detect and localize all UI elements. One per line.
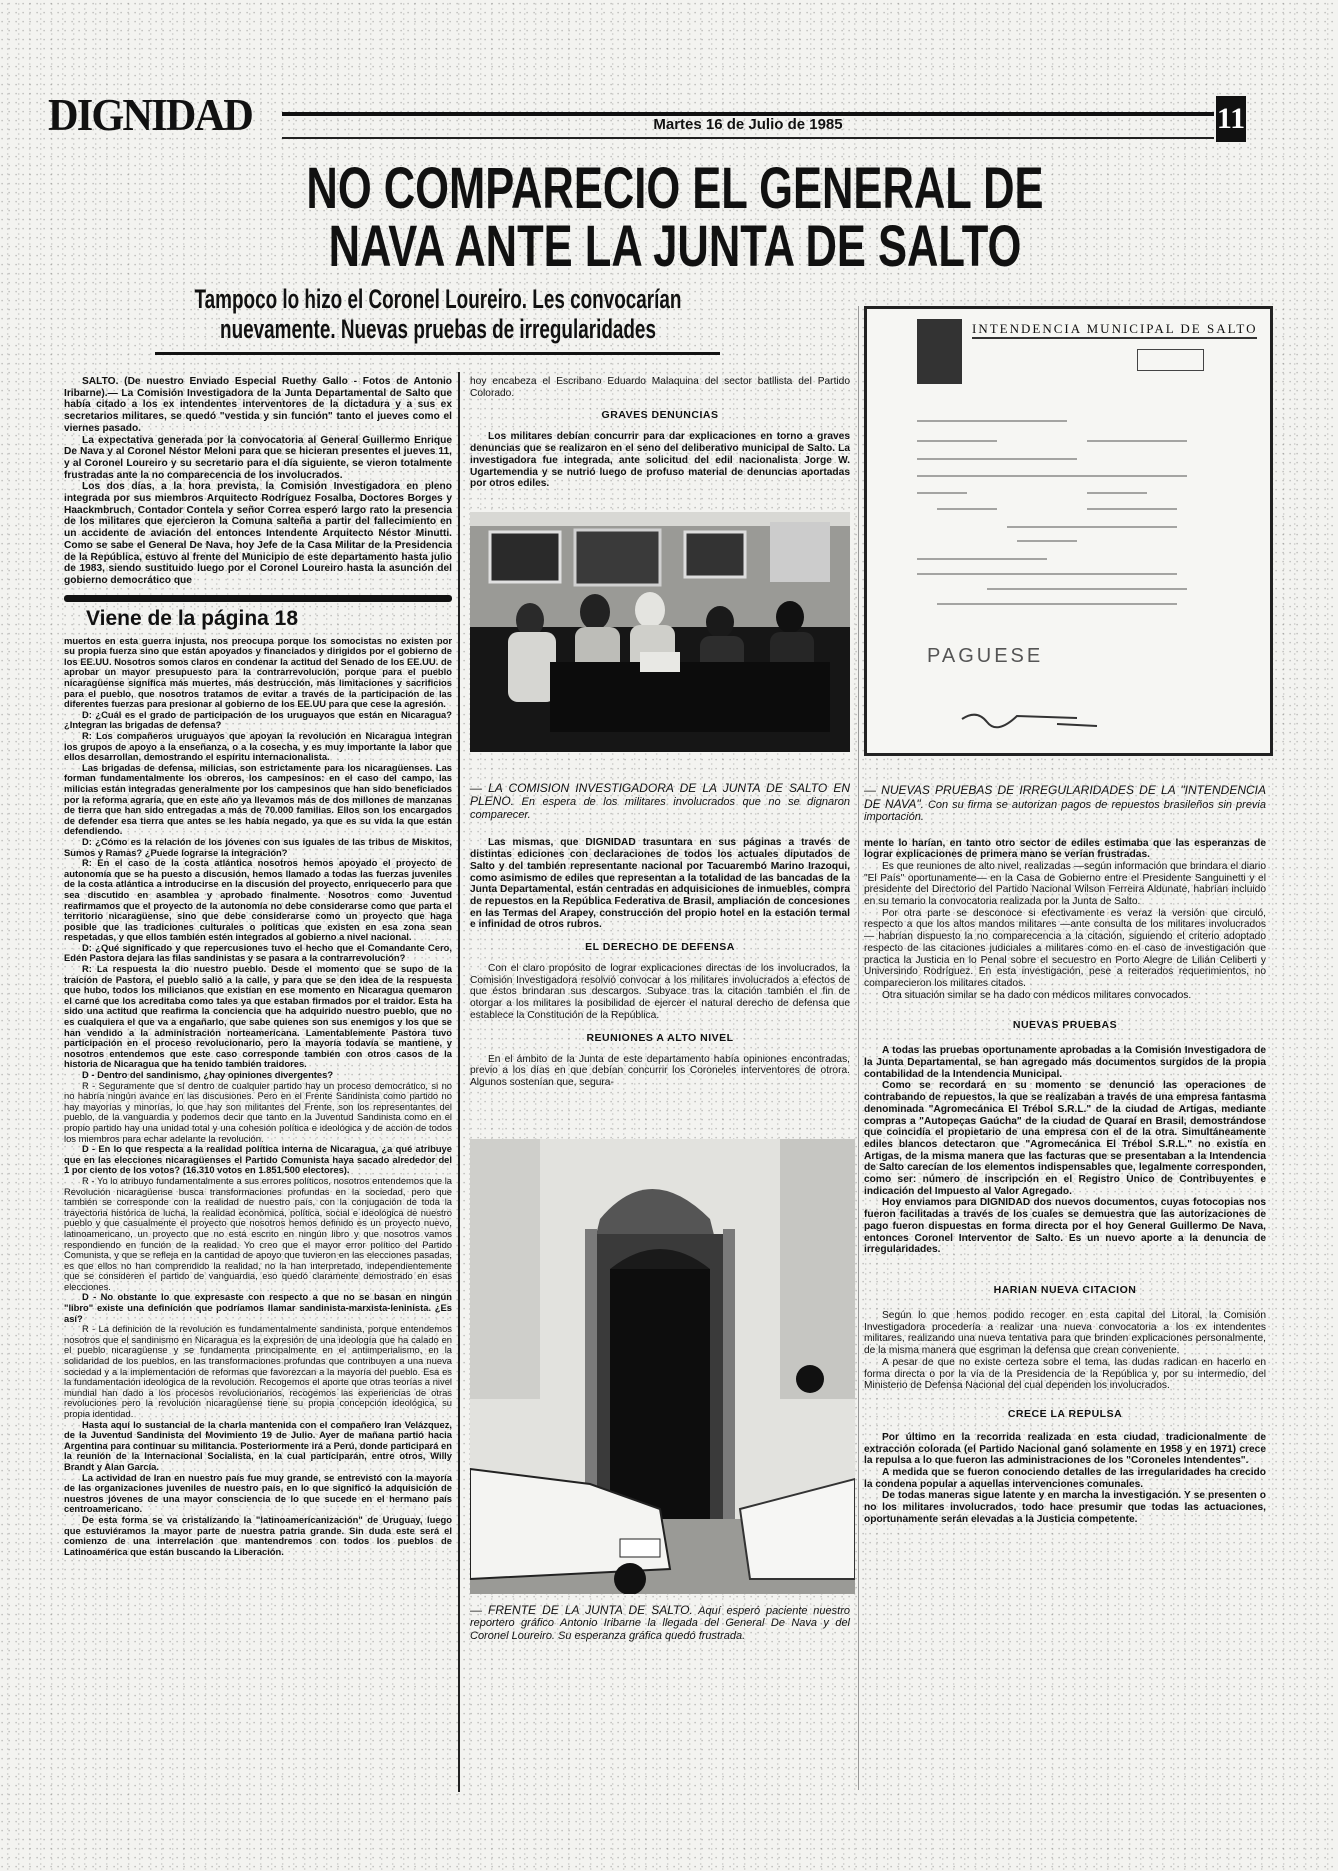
paragraph: D: ¿Qué significado y que repercusiones tuvo el hecho que el Comandante Cero, Edén Pastora dejara las filas sandinistas y se pasara a la contrarrevolución? bbox=[64, 941, 452, 964]
right-column-body bbox=[864, 838, 1266, 1526]
paragraph: Es que reuniones de alto nivel, realizadas —según información que brindara el diario "El País" oportunamente— en la Casa de Gobierno entre el Presidente Sanguinetti y el presidente del Directorio del Partido Nacional Wilson Ferreira Aldunate, habrían incluido en su temario la convocatoria realizada por la Junta de Salto. bbox=[864, 860, 1266, 908]
paragraph: La actividad de Iran en nuestro país fue muy grande, se entrevistó con la mayoría de las organizaciones juveniles de nuestro país, en lo que significó la adquisición de nuestros jóvenes de una mayor consciencia de lo que sucede en el hermano país centroamericano. bbox=[64, 1471, 452, 1515]
photo-commission-in-session bbox=[470, 512, 850, 752]
left-column bbox=[64, 376, 452, 1557]
municipal-seal-icon bbox=[917, 319, 962, 384]
paragraph: Como se recordará en su momento se denunció las operaciones de contrabando de repuestos, la que se realizaban a través de una empresa fantasma denominada "Agromecánica El Trébol S.R.L." de la ciudad de Artigas, mediante compras a "Autopeças Gaúcha" de la ciudad de Quaraí en Brasil, demostrándose que coincidía el propietario de una empresa con el de la otra. Simultáneamente ediles blancos detectaron que "Agromecánica El Trébol S.R.L." no existía en Artigas, de la misma manera que las facturas que se presentaban a la Intendencia de Salto carecían de los elementos indispensables que, legalmente corresponden, como ser: número de inscripción en el Registro Unico de Contribuyentes e indicación del Impuesto al Valor Agregado. bbox=[864, 1080, 1266, 1197]
masthead-rule bbox=[282, 137, 1214, 139]
paragraph: Por último en la recorrida realizada en esta ciudad, tradicionalmente de extracción colorada (el Partido Nacional ganó solamente en 1958 y en 1971) crece la repulsa a lo que fueron las administraciones de los "Coroneles Intendentes". bbox=[864, 1431, 1266, 1467]
caption-text: En espera de los militares involucrados que no se dignaron comparecer. bbox=[470, 796, 850, 821]
paragraph: SALTO. (De nuestro Enviado Especial Ruethy Gallo - Fotos de Antonio Iribarne).— La Comisión Investigadora de la Junta Departamental de Salto que había citado a los ex intendentes interventores de la dictadura y a sus ex secretarios militares, se quedó "vestida y sin función" tanto el jueves como el viernes pasado. bbox=[64, 376, 452, 434]
paragraph: Otra situación similar se ha dado con médicos militares convocados. bbox=[882, 989, 1192, 1001]
paragraph: A todas las pruebas oportunamente aprobadas a la Comisión Investigadora de la Junta Departamental, se han agregado más documentos surgidos de la propia contabilidad de la Intendencia Municipal. bbox=[864, 1045, 1266, 1080]
paragraph: De todas maneras sigue latente y en marcha la investigación. Y se presenten o no los militares involucrados, todo hace presumir que todas las actuaciones, oportunamente serán elevadas a la Justicia competente. bbox=[864, 1490, 1266, 1525]
paragraph: hoy encabeza el Escribano Eduardo Malaquina del sector batllista del Partido Colorado. bbox=[470, 376, 850, 399]
paragraph: A pesar de que no existe certeza sobre el tema, las dudas radican en hacerlo en forma directa o por la vía de la Presidencia de la República y, por su intermedio, del Ministerio de Defensa Nacional del cual dependen los involucrados. bbox=[864, 1356, 1266, 1392]
photo-caption bbox=[470, 1604, 850, 1643]
signature bbox=[957, 704, 1107, 734]
paragraph: Las mismas, que DIGNIDAD trasuntara en sus páginas a través de distintas ediciones con declaraciones de todos los actuales diputados de Salto y del también representante nacional por Tacuarembó Marino Irazoqui, como asimismo de ediles que representan a la totalidad de las bancadas de la Junta Departamental, están centradas en adquisiciones de inmuebles, compra de repuestos en la República Federativa de Brasil, ampliación de concesiones en las Termas del Arapey, construcción del propio hotel en la estación termal e infinidad de otros rubros. bbox=[470, 837, 850, 931]
section-heading: CRECE LA REPULSA bbox=[1007, 1407, 1123, 1420]
document-text-lines bbox=[907, 409, 1207, 609]
caption-lead: — NUEVAS PRUEBAS DE IRREGULARIDADES DE LA "INTENDENCIA DE NAVA". bbox=[864, 783, 1266, 811]
section-heading: NUEVAS PRUEBAS bbox=[1012, 1019, 1118, 1032]
document-header: INTENDENCIA MUNICIPAL DE SALTO bbox=[972, 321, 1257, 339]
column-rule bbox=[458, 372, 460, 1792]
section-heading: HARIAN NUEVA CITACION bbox=[993, 1284, 1137, 1296]
paragraph: R - Yo lo atribuyo fundamentalmente a sus errores políticos, nosotros entendemos que la Revolución nicaragüense busca transformaciones profundas en la sociedad, pero que también se corresponde con la realidad de nuestro país, con la conjugación de toda la trayectoria histórica de lucha, la realidad económica, política, social e ideológica de nuestro pueblo y que casualmente el proyecto que nosotros hemos definido es un proyecto nuevo, latinoamericano, un proyecto que no está escrito en ningún libro y que nosotros vamos respondiendo en función de la realidad. Yo creo que el mayor error político del Partido Comunista, y que se refleja en la cantidad de apoyo que tuvieron en las elecciones pasadas, es que ellos no han comprendido la realidad, no la han interpretado, independientemente que se consideren el partido de vanguardia, eso quedó claramente demostrado en esas elecciones. bbox=[64, 1174, 452, 1292]
section-heading: GRAVES DENUNCIAS bbox=[601, 409, 719, 422]
caption-text: Aquí esperó paciente nuestro reportero gráfico Antonio Iribarne la llegada del General De Nava y del Coronel Loureiro. Su esperanza gráfica quedó frustrada. bbox=[470, 1604, 851, 1642]
paragraph: muertos en esta guerra injusta, nos preocupa porque los somocistas no existen por su propia fuerza sino que están apoyados y financiados y dirigidos por el gobierno de los EE.UU. Nosotros somos claros en condenar la actitud del Senado de los EE.UU. de aprobar un mayor presupuesto para la contrarrevolución, porque para el pueblo nicaragüense significa más muertes, más destrucción, más limitaciones y sacrificios para el pueblo, que nosotros tratamos de evitar a través de la participación de las diferentes fuerzas para presionar al gobierno de los EE.UU para que cese la agresión. bbox=[64, 634, 452, 710]
headline-line: NO COMPARECIO EL GENERAL DE bbox=[306, 156, 1044, 221]
paragraph: Hoy enviamos para DIGNIDAD dos nuevos documentos, cuyas fotocopias nos fueron facilitadas a través de los cuales se demuestra que las autorizaciones de pago fueron dispuestas en forma directa por el hoy General Guillermo De Nava, entonces Coronel Interventor de Salto. Es un nuevo aporte a la denuncia de irregularidades. bbox=[864, 1197, 1266, 1256]
subheadline: Tampoco lo hizo el Coronel Loureiro. Les convocarían nuevamente. Nuevas pruebas de irregularidades bbox=[194, 284, 682, 344]
issue-date: Martes 16 de Julio de 1985 bbox=[653, 116, 843, 133]
caption-text: Con su firma se autorizan pagos de repuestos brasileños sin previa importación. bbox=[864, 798, 1266, 823]
page-number: 11 bbox=[1216, 96, 1246, 142]
paragraph: Con el claro propósito de lograr explicaciones directas de los involucrados, la Comisión Investigadora resolvió convocar a los militares involucrados a efectos de que éstos brindaran sus descargos. Subyace tras la citación también el fin de otorgar a los militares la posibilidad de ejercer el natural derecho de defensa que establece la Constitución de la República. bbox=[470, 963, 850, 1021]
subheadline-rule bbox=[155, 352, 720, 355]
paragraph: Hasta aquí lo sustancial de la charla mantenida con el compañero Iran Velázquez, de la Juventud Sandinista del Movimiento 19 de Julio. Ayer de mañana partió hacia Argentina para continuar su militancia. Posteriormente irá a Perú, donde participará en la reunión de la Internacional Socialista, en la cual participarán, entre otros, Willy Brandt y Alan García. bbox=[64, 1418, 452, 1472]
column-rule bbox=[858, 306, 859, 1790]
document-facsimile bbox=[864, 306, 1273, 756]
photo-junta-facade bbox=[470, 1139, 855, 1594]
document-box bbox=[1137, 349, 1204, 371]
middle-column-top bbox=[470, 376, 850, 490]
section-divider bbox=[64, 595, 452, 602]
section-heading: EL DERECHO DE DEFENSA bbox=[585, 941, 735, 954]
junta-facade-photo-image bbox=[470, 1139, 855, 1594]
interview-continuation bbox=[64, 636, 452, 1558]
headline-line: NAVA ANTE LA JUNTA DE SALTO bbox=[328, 214, 1022, 279]
paragraph: Los dos días, a la hora prevista, la Comisión Investigadora en pleno integrada por sus miembros Arquitecto Rodríguez Fosalba, Doctores Borges y Haackmbruch, Contador Contela y señor Correa esperó largo rato la presencia de los militares que ejercieron la Comuna salteña a partir del fallecimiento en un accidente de aviación del entonces Intendente Arquitecto Néstor Minutti. Como se sabe el General De Nava, hoy Jefe de la Casa Militar de la Presidencia de la República, estuvo al frente del Municipio de este departamento hasta julio de 1983, siendo sustituido luego por el Coronel Loureiro hasta la asunción del gobierno democrático que bbox=[64, 481, 452, 586]
article-lead bbox=[64, 376, 452, 587]
paragraph: Los militares debían concurrir para dar explicaciones en torno a graves denuncias que se realizaron en el seno del deliberativo municipal de Salto. La investigadora fue integrada, ante solicitud del edil nacionalista Jorge W. Ugartemendia y se nutrió luego de profuso material de denuncias aportadas por otros ediles. bbox=[470, 431, 850, 490]
paragraph: En el ámbito de la Junta de este departamento había opiniones encontradas, previo a los días en que debían concurrir los Coroneles interventores de otrora. Algunos sostenían que, segura- bbox=[470, 1053, 850, 1088]
photo-caption bbox=[470, 782, 850, 822]
paragraph: A medida que se fueron conociendo detalles de las irregularidades ha crecido la condena popular a aquellas intervenciones comunales. bbox=[864, 1467, 1266, 1490]
middle-column bbox=[470, 376, 850, 1642]
continued-from-label: Viene de la página 18 bbox=[86, 606, 299, 630]
paragraph: mente lo harían, en tanto otro sector de ediles estimaba que las esperanzas de lograr explicaciones de primera mano se verían frustradas. bbox=[864, 837, 1266, 861]
paragraph: D - Dentro del sandinismo, ¿hay opiniones divergentes? bbox=[82, 1069, 334, 1080]
paragraph: R - La definición de la revolución es fundamentalmente sandinista, porque entendemos nosotros que el sandinismo en Nicaragua es la expresión de una ideología que ha calado en el pueblo nicaragüense y se fundamenta principalmente en el antiimperialismo, en la solidaridad de los pueblos, en las transformaciones profundas que contribuyen a una nueva sociedad y a la implementación de reformas que favorezcan a la mayoría del pueblo. Esa es la fundamentación ideológica de la revolución. Recogemos el aporte que otras teorías a nivel mundial han dado a los procesos revolucionarios, recogemos las experiencias de otras revoluciones pero la revolución nicaragüense tiene su propia concepción ideológica, su propia identidad. bbox=[64, 1323, 452, 1419]
section-heading: REUNIONES A ALTO NIVEL bbox=[586, 1031, 734, 1044]
payment-stamp: PAGUESE bbox=[927, 645, 1044, 667]
paragraph: D - En lo que respecta a la realidad política interna de Nicaragua, ¿a qué atribuye que en las elecciones nicaragüenses el Partido Comunista haya sacado alrededor del 1 por ciento de los votos? (16.310 votos en 1.851.500 electores). bbox=[64, 1143, 452, 1176]
paragraph: R: La respuesta la dio nuestro pueblo. Desde el momento que se supo de la traición de Pastora, el pueblo salió a la calle, y para que se den idea de la respuesta que hubo, todos los milicianos que existían en ese momento en Nicaragua quemaron el carné que los acreditaba como tales ya que estaban firmados por el traidor. Esta ha sido una actitud que reafirma la conciencia que ha adquirido nuestro pueblo, que no es cualquiera el que va a engañarlo, que sabe quienes son sus enemigos y los que se han vendido a la administración norteamericana. Lamentablemente Pastora tuvo participación en el proceso revolucionario, pero la mayoría todavía se mantiene, y nosotros entendemos que este caso corresponde también con otros casos de la historia de Nicaragua que ha tenido también traidores. bbox=[64, 963, 452, 1070]
paragraph: R - Seguramente que sí dentro de cualquier partido hay un proceso democrático, si no no habría ningún avance en las discusiones. Pero en el Frente Sandinista como partido no hay mayorías y minorías, lo que hay son militantes del Frente, son los representantes del pueblo, de la vanguardia y podemos decir que tanto en la Juventud Sandinista como en el propio partido hay una unidad total y una cohesión política e ideológica y de acción de todos los miembros para echar adelante la revolución. bbox=[64, 1079, 452, 1144]
paragraph: D: ¿Cuál es el grado de participación de los uruguayos que están en Nicaragua? ¿Integran las brigadas de defensa? bbox=[64, 708, 452, 731]
caption-lead: — LA COMISION INVESTIGADORA DE LA JUNTA DE SALTO EN PLENO. bbox=[470, 780, 850, 809]
paragraph: D: ¿Cómo es la relación de los jóvenes con sus iguales de las tribus de Miskitos, Sumos y Ramas? ¿Puede lograrse la integración? bbox=[64, 835, 452, 858]
headline bbox=[263, 156, 1088, 279]
paragraph: Por otra parte se desconoce si efectivamente es veraz la versión que circuló, respecto a que los altos mandos militares —ante consulta de los militares involucrados— habrían dispuesto la no comparecencia a la citación, siguiendo el criterio adoptado respecto de las citaciones judiciales a militares como en el caso de investigación que practica la Justicia en lo Penal sobre el secuestro en Porto Alegre de Lilián Celiberti y Universindo Rodríguez. En esta investigación, pese a reiterados requerimientos, no comparecieron los militares citados. bbox=[864, 907, 1266, 989]
masthead-logo: DIGNIDAD bbox=[48, 89, 252, 140]
paragraph: De esta forma se va cristalizando la "latinoamericanización" de Uruguay, luego que estuviéramos la mayor parte de nuestra patria grande. Sin duda este será el comienzo de una interrelación que mantendremos con todos los pueblos de Latinoamérica que están buscando la Liberación. bbox=[64, 1513, 452, 1557]
commission-photo-image bbox=[470, 512, 850, 752]
paragraph: Las brigadas de defensa, milicias, son estrictamente para los nicaragüenses. Las forman fundamentalmente los obreros, los campesinos: en el caso del campo, las milicias están integradas generalmente por los campesinos que han sido beneficiados por la reforma agraria, que en este año ya llevamos más de dos millones de manzanas de tierra que han sido entregadas a más de 70.000 familias. Ellos son los encargados de defender esa tierra que antes se les había negado, ya que es su vida la que están defendiendo. bbox=[64, 761, 452, 837]
paragraph: R: Los compañeros uruguayos que apoyan la revolución en Nicaragua integran los grupos de apoyo a la enseñanza, o a la cosecha, y es muy importante la labor que ellos desarrollan, demostrando el espíritu internacionalista. bbox=[64, 730, 452, 763]
caption-lead: — FRENTE DE LA JUNTA DE SALTO. bbox=[470, 1602, 693, 1617]
paragraph: Según lo que hemos podido recoger en esta capital del Litoral, la Comisión Investigadora procedería a realizar una nueva convocatoria a los ex intendentes militares, realizando una nueva tentativa para que brinden explicaciones personalmente, de la misma manera que esgriman la defensa que crean conveniente. bbox=[864, 1310, 1266, 1357]
photo-caption bbox=[864, 784, 1266, 824]
paragraph: D - No obstante lo que expresaste con respecto a que no se basan en ningún "libro" existe una definición que podríamos llamar sandinista-marxista-leninista. ¿Es así? bbox=[64, 1291, 452, 1324]
paragraph: La expectativa generada por la convocatoria al General Guillermo Enrique De Nava y al Coronel Néstor Meloni para que se hicieran presentes el jueves 11, y al Coronel Loureiro y su secretario para el día siguiente, se vieron totalmente frustradas ante la no comparecencia de los involucrados. bbox=[64, 434, 452, 481]
middle-column-body bbox=[470, 837, 850, 1088]
paragraph: R: En el caso de la costa atlántica nosotros hemos apoyado el proyecto de autonomía que se ha puesto a discusión, hemos llamado a todas las fuerzas juveniles de la costa atlántica a introducirse en la discusión del proyecto, enriquecerlo para que sea discutido en asamblea y aprobado finalmente. Nosotros como Juventud reafirmamos que el proyecto de la autonomía no debe considerarse como que parta el territorio nicaragüense, sino que debe considerarse como un proyecto que haga posible que las tradiciones culturales o políticas que existen en esa zona sean respetadas, y que ellos también estén integrados al gobierno a nivel nacional. bbox=[64, 857, 452, 943]
right-column bbox=[864, 306, 1273, 1526]
